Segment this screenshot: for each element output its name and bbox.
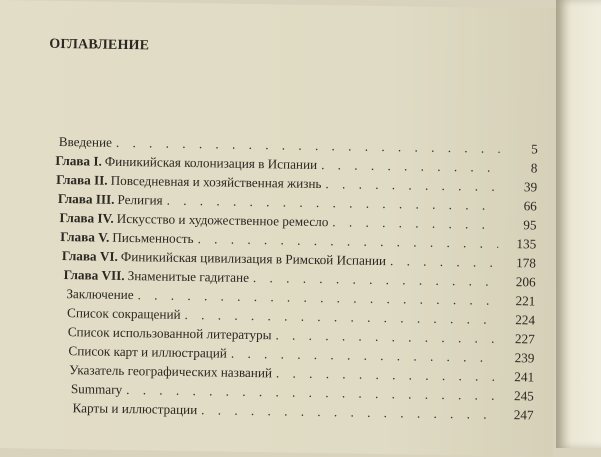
toc-entry-title: Заключение [66,286,134,303]
toc-entry-page: 241 [514,369,535,385]
toc-leader-dots [332,214,498,233]
toc-leader-dots [138,287,498,309]
toc-entry-page: 66 [523,198,537,214]
toc-leader-dots [276,365,496,384]
toc-entry-title: Финикийская колонизация в Испании [104,153,318,173]
toc-entry-page: 8 [530,160,538,176]
toc-entry-title: Список сокращений [66,305,181,322]
toc-entry-page: 245 [513,388,534,404]
toc-entry-title: Повседневная и хозяйственная жизнь [110,172,322,192]
toc-leader-dots [167,193,499,214]
toc-entry-title: Summary [70,381,123,397]
toc-entry-page: 206 [515,274,536,290]
toc-entry-page: 247 [513,407,534,423]
toc-entry-page: 95 [523,217,537,233]
toc-leader-dots [116,135,500,157]
toc-entry-page: 227 [514,331,535,347]
toc-leader-dots [275,327,496,346]
toc-entry-title: Введение [58,133,113,150]
toc-entry-page: 239 [514,350,535,366]
toc-entry-title: Искусство и художественное ремесло [116,210,329,230]
toc-entry [69,400,533,423]
toc-leader-dots [321,157,500,176]
toc-entry-prefix: Глава V. [60,228,110,245]
toc-entry-prefix: Глава VII. [63,267,125,283]
toc-entry-page: 224 [515,312,536,328]
toc-entry-prefix: Глава II. [56,171,108,188]
toc-leader-dots [198,231,499,252]
toc-entry-page: 39 [523,179,538,195]
page-title: ОГЛАВЛЕНИЕ [49,36,150,54]
toc-entry-prefix: Глава I. [55,152,102,169]
toc-leader-dots [201,402,496,423]
toc-entry-title: Указатель географических названий [69,362,273,381]
toc-entry-title: Религия [117,191,163,208]
toc-leader-dots [184,307,497,328]
table-of-contents [0,133,538,423]
facing-page-edge [556,0,601,448]
toc-entry-title: Список использованной литературы [67,324,272,343]
toc-entry-prefix: Глава VI. [61,248,118,264]
toc-entry-page: 5 [531,141,538,157]
toc-entry-title: Карты и иллюстрации [72,400,198,418]
toc-entry-prefix: Глава III. [57,190,115,207]
toc-entry-title: Список карт и иллюстраций [68,343,228,361]
toc-entry-title: Знаменитые гадитане [127,268,250,285]
toc-entry-page: 221 [515,293,536,309]
toc-entry-prefix: Глава IV. [59,209,114,226]
toc-leader-dots [126,382,496,404]
toc-entry-page: 135 [516,236,537,252]
toc-entry-page: 178 [516,255,537,271]
toc-leader-dots [253,270,498,290]
toc-leader-dots [390,253,498,271]
toc-entry-title: Письменность [112,229,194,247]
toc-entry-title: Финикийская цивилизация в Римской Испании [120,248,387,269]
toc-leader-dots [325,176,499,195]
toc-leader-dots [231,346,497,366]
